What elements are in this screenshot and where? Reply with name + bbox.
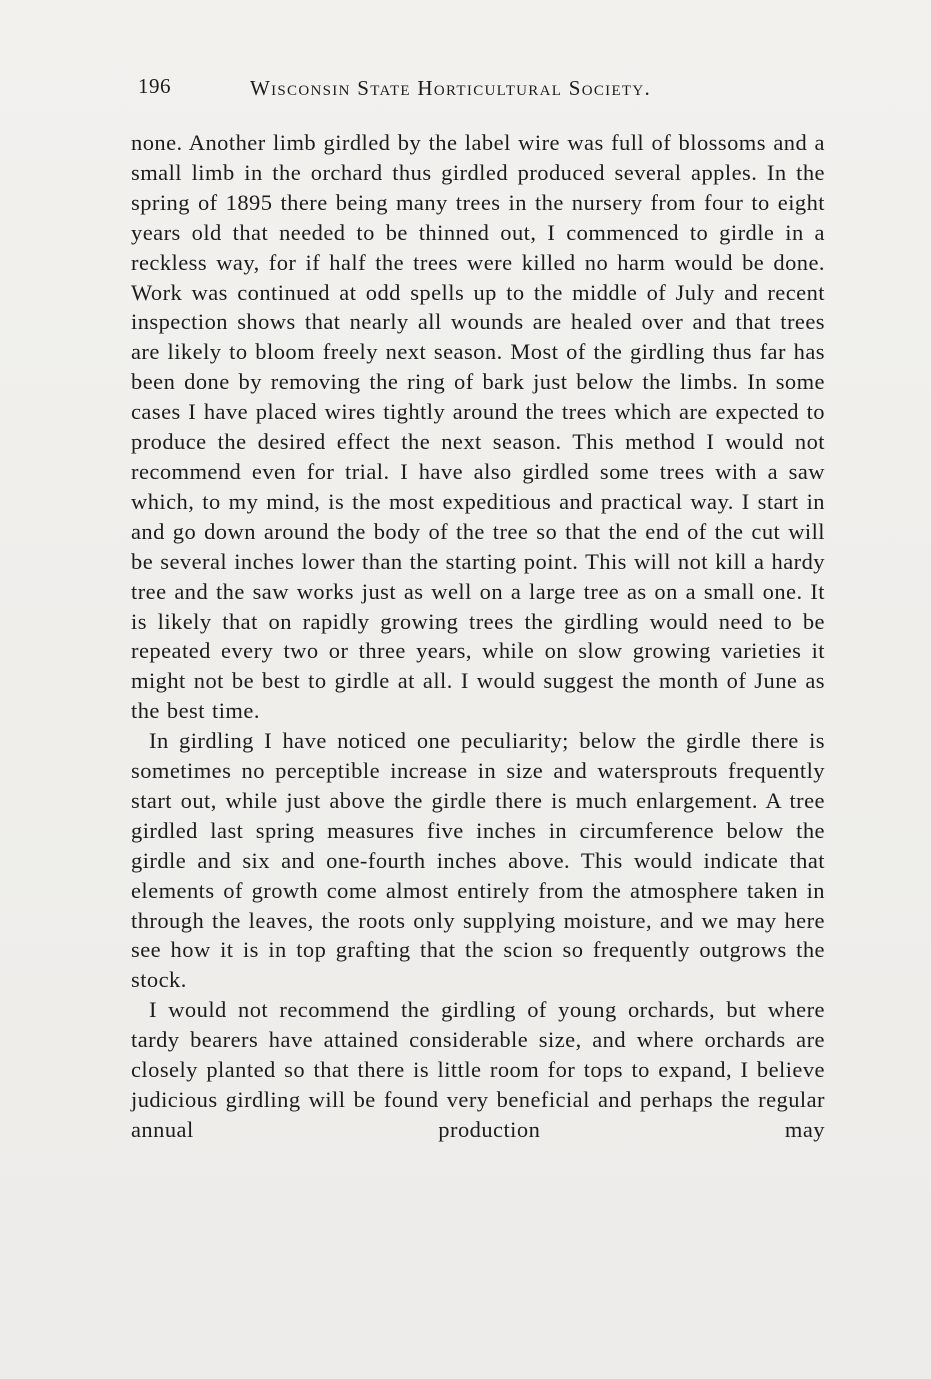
page-header	[138, 70, 728, 106]
running-head: Wisconsin State Horticultural Society.	[250, 76, 652, 100]
paragraph-1: none. Another limb girdled by the label wire was full of blossoms and a small limb in the orchard thus girdled produced several apples. In the spring of 1895 there being many trees in the nursery from four to eight years old that needed to be thinned out, I commenced to girdle in a reckless way, for if half the trees were killed no harm would be done. Work was continued at odd spells up to the middle of July and recent inspection shows that nearly all wounds are healed over and that trees are likely to bloom freely next season. Most of the girdling thus far has been done by removing the ring of bark just below the limbs. In some cases I have placed wires tightly around the trees which are expected to produce the desired effect the next season. This method I would not recommend even for trial. I have also girdled some trees with a saw which, to my mind, is the most expeditious and practical way. I start in and go down around the body of the tree so that the end of the cut will be several inches lower than the starting point. This will not kill a hardy tree and the saw works just as well on a large tree as on a small one. It is likely that on rapidly growing trees the girdling would need to be repeated every two or three years, while on slow growing varieties it might not be best to girdle at all. I would suggest the month of June as the best time.	[131, 130, 825, 724]
page-number: 196	[138, 74, 171, 98]
paragraph-2: In girdling I have noticed one peculiarity; below the girdle there is sometimes no perceptible increase in size and watersprouts frequently start out, while just above the girdle there is much enlargement. A tree girdled last spring measures five inches in circumference below the girdle and six and one-fourth inches above. This would indicate that elements of growth come almost entirely from the atmosphere taken in through the leaves, the roots only supplying moisture, and we may here see how it is in top grafting that the scion so frequently outgrows the stock.	[131, 728, 825, 993]
body-text	[131, 128, 825, 1145]
paragraph-3: I would not recommend the girdling of young orchards, but where tardy bearers have attained considerable size, and where orchards are closely planted so that there is little room for tops to expand, I believe judicious girdling will be found very beneficial and perhaps the regular annual production may	[131, 997, 825, 1142]
